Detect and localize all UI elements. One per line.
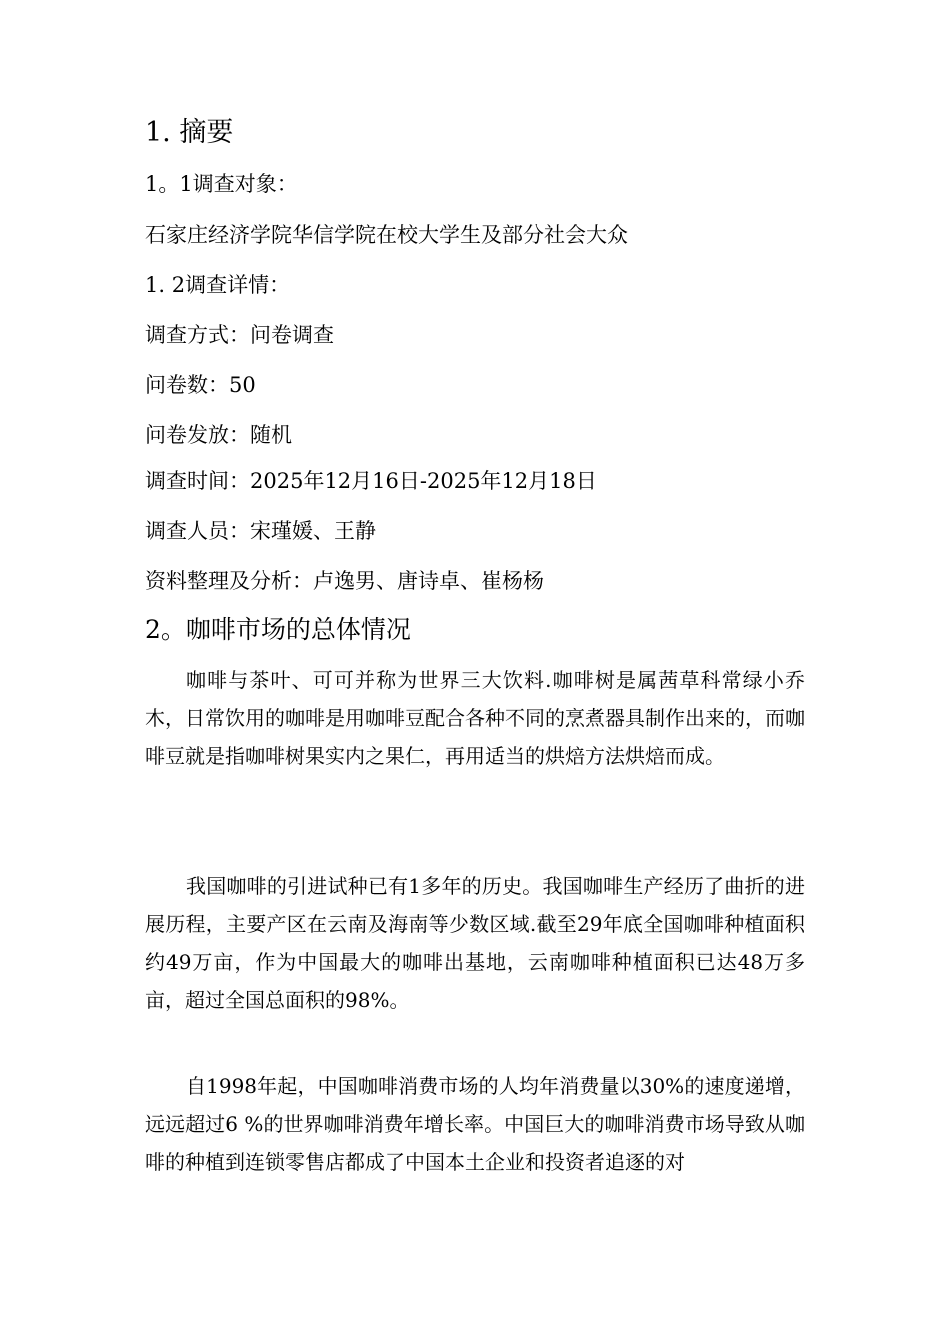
survey-distribution: 问卷发放：随机 [145, 423, 292, 447]
survey-count: 问卷数：50 [145, 373, 256, 397]
survey-method: 调查方式：问卷调查 [145, 323, 334, 347]
survey-target-text: 石家庄经济学院华信学院在校大学生及部分社会大众 [145, 223, 628, 247]
paragraph-coffee-intro: 咖啡与茶叶、可可并称为世界三大饮料.咖啡树是属茜草科常绿小乔木，日常饮用的咖啡是用咖啡豆配合各种不同的烹煮器具制作出来的，而咖啡豆就是指咖啡树果实内之果仁，再用适当的烘焙方法烘焙而成。 [145, 668, 805, 768]
data-analysts: 资料整理及分析：卢逸男、唐诗卓、崔杨杨 [145, 569, 544, 593]
section-2-heading: 2。咖啡市场的总体情况 [145, 615, 411, 644]
survey-staff: 调查人员：宋瑾媛、王静 [145, 519, 376, 543]
section-1-1-heading: 1。1调查对象： [145, 172, 298, 196]
survey-time: 调查时间：2025年12月16日-2025年12月18日 [145, 469, 597, 493]
paragraph-china-coffee-market: 自1998年起，中国咖啡消费市场的人均年消费量以30%的速度递增，远远超过6 %的世界咖啡消费年增长率。中国巨大的咖啡消费市场导致从咖啡的种植到连锁零售店都成了中国本土企业和投资者追逐的对 [145, 1074, 805, 1174]
section-1-heading: 1. 摘要 [145, 117, 234, 148]
paragraph-china-coffee-history: 我国咖啡的引进试种已有1多年的历史。我国咖啡生产经历了曲折的进展历程，主要产区在云南及海南等少数区域.截至29年底全国咖啡种植面积约49万亩，作为中国最大的咖啡出基地，云南咖啡种植面积已达48万多亩，超过全国总面积的98%。 [145, 874, 805, 1012]
section-1-2-heading: 1. 2调查详情： [145, 273, 291, 297]
